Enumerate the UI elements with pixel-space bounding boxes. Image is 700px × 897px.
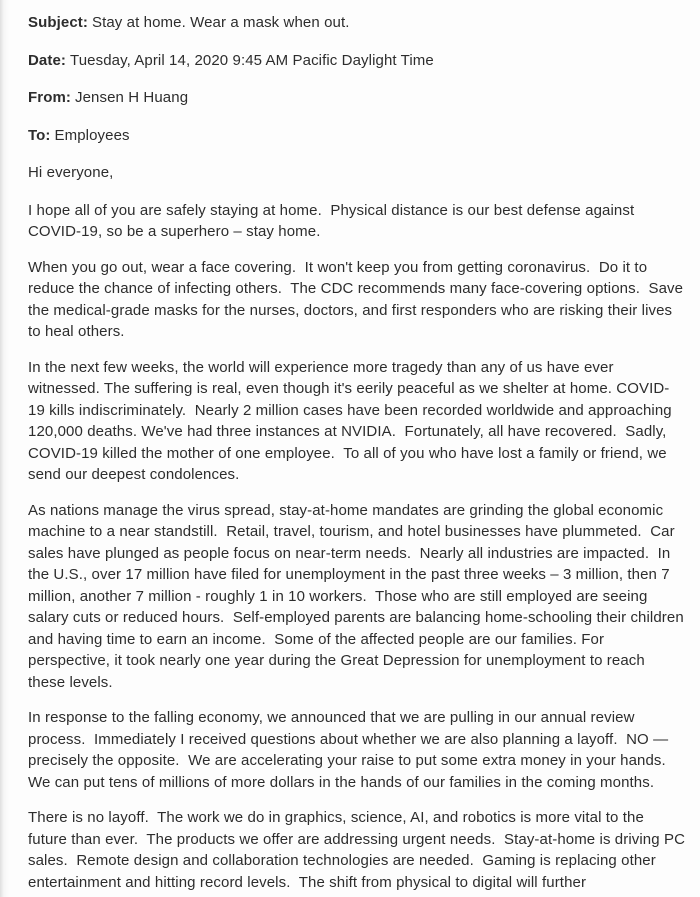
- from-label: From:: [28, 89, 71, 106]
- header-subject-row: [28, 12, 685, 34]
- body-paragraph: I hope all of you are safely staying at home. Physical distance is our best defense against COVID-19, so be a superhero – stay home.: [28, 201, 639, 240]
- body-paragraph: As nations manage the virus spread, stay-at-home mandates are grinding the global economic machine to a near standstill. Retail, travel, tourism, and hotel businesses have plummeted. Car sales have plunged as people focus on near-term needs. Nearly all industries are impacted. In the U.S., over 17 million have filed for unemployment in the past three weeks – 3 million, then 7 million, another 7 million - roughly 1 in 10 workers. Those who are still employed are seeing salary cuts or reduced hours. Self-employed parents are balancing home-schooling their children and having time to earn an income. Some of the affected people are our families. For perspective, it took nearly one year during the Great Depression for unemployment to reach these levels.: [28, 501, 689, 691]
- to-label: To:: [28, 126, 51, 144]
- body-paragraph: In the next few weeks, the world will experience more tragedy than any of us have ever witnessed. The suffering is real, even though it's eerily peaceful as we shelter at home. COVID-19 kills indiscriminately. Nearly 2 million cases have been recorded worldwide and approaching 120,000 deaths. We've had three instances at NVIDIA. Fortunately, all have recovered. Sadly, COVID-19 killed the mother of one employee. To all of you who have lost a family or friend, we send our deepest condolences.: [28, 358, 676, 483]
- body-paragraph: There is no layoff. The work we do in graphics, science, AI, and robotics is more vital to the future than ever. The products we offer are addressing urgent needs. Stay-at-home is driving PC sales. Remote design and collaboration technologies are needed. Gaming is replacing other entertainment and hitting record levels. The shift from physical to digital will further: [28, 809, 690, 891]
- from-value: Jensen H Huang: [75, 89, 189, 106]
- body-paragraph: In response to the falling economy, we announced that we are pulling in our annual review process. Immediately I received questions about whether we are also planning a layoff. NO — precisely the opposite. We are accelerating your raise to put some extra money in your hands. We can put tens of millions of more dollars in the hands of our families in the coming months.: [28, 709, 673, 791]
- date-label: Date:: [28, 51, 67, 69]
- subject-value: Stay at home. Wear a mask when out.: [91, 14, 350, 31]
- date-value: Tuesday, April 14, 2020 9:45 AM Pacific Daylight Time: [70, 51, 434, 69]
- body-paragraph: When you go out, wear a face covering. It won't keep you from getting coronavirus. Do it to reduce the chance of infecting others. The CDC recommends many face-covering options. Save the medical-grade masks for the nurses, doctors, and first responders who are risking their lives to heal others.: [28, 258, 688, 340]
- header-to-row: [28, 125, 685, 147]
- header-from-row: [28, 87, 685, 109]
- subject-label: Subject:: [28, 14, 88, 31]
- to-value: Employees: [54, 126, 130, 144]
- header-date-row: [28, 50, 685, 72]
- greeting: Hi everyone,: [28, 164, 114, 181]
- email-body: [28, 12, 690, 893]
